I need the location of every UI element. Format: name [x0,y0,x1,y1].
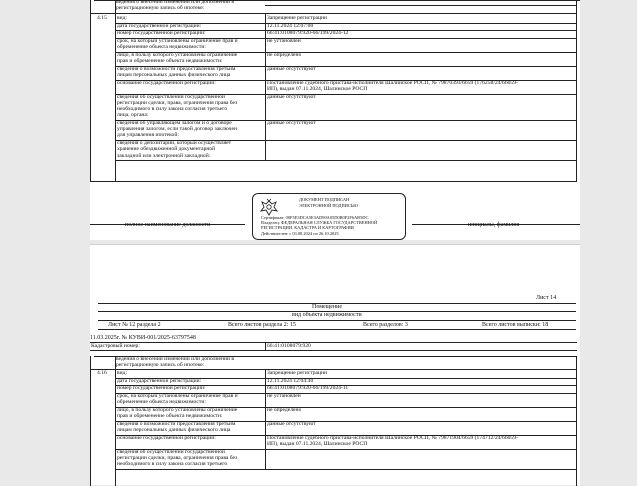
row-value: ИП), выдан 07.11.2024, Шалинское РОСП [267,86,368,92]
row-value: данные отсутствуют [267,420,316,427]
row-value: Запрещение регистрации [267,370,327,376]
column-divider [265,406,266,421]
row-label: хранение обездвиженной документарной [117,146,216,153]
footer-position-label: полное наименование должности [125,222,211,228]
row-label: номер государственной регистрации: [117,30,206,37]
row-label: лица, органа: [117,112,149,119]
column-divider [265,448,266,469]
sheet-of-section: Лист № 12 раздела 2 [108,322,161,328]
row-label: срок, на который установлены ограничение прав и [117,393,238,400]
row-value: не определено [267,52,302,58]
stamp-title-2: ЭЛЕКТРОННОЙ ПОДПИСЬЮ [299,203,358,208]
row-label: сведения о возможности предоставления третьим [117,65,236,72]
row-label: регистрации сделки, права, ограничения права без [117,99,238,106]
stamp-certificate: Сертификат: 00F5E3DCA5E3AD90A05D0B0F2F6AB5DC [261,215,369,220]
entry-number: 4.16 [97,370,107,376]
footer-name-label: инициалы, фамилия [468,222,520,228]
row-label: основание государственной регистрации: [117,79,216,86]
row-label: сведения о депозитарии, который осуществляет [117,140,232,147]
sections-total: Всего разделов: 3 [363,322,408,328]
row-value: 12.11.2024 12:07:00 [267,22,314,29]
extract-sheets-total: Всего листов выписки: 18 [482,322,549,328]
row-label: срок, на который установлены ограничение прав и [117,38,238,45]
stamp-title-1: ДОКУМЕНТ ПОДПИСАН [299,197,350,202]
top-row-line-1: ведения о внесении изменений или дополнений в [116,0,234,5]
row-divider [115,469,577,470]
row-label: управления залогом, если такой договор заключен [117,126,237,133]
column-divider [265,65,266,80]
row-label: номер государственной регистрации: [117,385,206,392]
row-label: вид: [117,370,128,376]
column-divider [265,420,266,435]
row-value: данные отсутствуют [267,93,316,100]
row-label: прав и обременение объекта недвижимости: [117,413,223,420]
row-value: ИП), выдан 07.11.2024, Шалинское РОСП [267,441,368,447]
row-label: вид: [117,15,128,21]
sheets-in-section: Всего листов раздела 2: 15 [228,322,296,328]
row-label: дата государственной регистрации: [117,22,202,29]
column-divider [265,93,266,120]
row-label: дата государственной регистрации: [117,377,202,384]
row-label: лицо, в пользу которого установлены ограничение [117,52,238,58]
column-divider [265,434,266,449]
row-value: не установлен [267,38,301,45]
row-value: данные отсутствуют [267,120,316,126]
electronic-signature-stamp [252,193,406,240]
sheet-number: Лист 14 [536,295,557,301]
row-label: закладной или электронной закладной: [117,152,211,159]
object-kind-label: вид объекта недвижимости [292,312,362,318]
row-value: Запрещение регистрации [267,15,327,21]
top-row-line-1: ведения о внесении изменений или дополнений в [116,356,234,362]
cadastral-number: 66:41:0108079:920 [267,343,311,349]
column-divider [265,51,266,66]
cadastral-label: Кадастровый номер: [91,343,140,349]
row-value: 12.11.2024 12:04:40 [267,377,314,384]
column-divider [265,79,266,94]
column-divider [265,119,266,140]
row-label: сведения о возможности предоставления третьим [117,420,236,427]
column-divider [265,37,266,52]
row-label: основание государственной регистрации: [117,434,216,441]
row-label: обременение объекта недвижимости: [117,399,206,406]
column-divider [265,392,266,407]
row-label: необходимого в силу закона согласия третьего [117,461,228,468]
row-label: регистрации сделки, права, ограничения права без [117,454,238,461]
row-label: лицам персональных данных физического лица [117,72,231,79]
row-label: сведения об управляющем залогом и о договоре [117,120,232,126]
row-value: не определено [267,407,302,413]
row-value: данные отсутствуют [267,65,316,72]
row-divider [115,160,577,161]
top-row-line-2: регистрационную запись об ипотеке: [116,362,205,368]
top-row-line-2: регистрационную запись об ипотеке: [116,5,205,11]
stamp-owner: Владелец: ФЕДЕРАЛЬНАЯ СЛУЖБА ГОСУДАРСТВЕННОЙ [261,220,378,225]
page-2 [90,244,580,485]
document-id: 11.03.2025г. № КУВИ-001/2025-63797548 [90,335,196,341]
column-divider [265,139,266,160]
row-label: лицам персональных данных физического лица [117,427,231,434]
row-label: лицо, в пользу которого установлены ограничение [117,407,238,413]
row-label: сведения об осуществлении государственной [117,448,225,455]
stamp-owner-2: РЕГИСТРАЦИИ, КАДАСТРА И КАРТОГРАФИИ [261,225,354,230]
row-value: 66:41:0108079:920-66/199/2024-12 [267,30,349,37]
row-label: прав и обременение объекта недвижимости: [117,58,223,65]
row-value: Постановление судебного пристава-исполнителя Шалинское РОСП, № 79871904/6659 (174712/24/66059- [267,434,518,441]
entry-number: 4.15 [97,15,107,21]
row-label: необходимого в силу закона согласия третьего [117,106,228,113]
row-label: сведения об осуществлении государственной [117,93,225,100]
section-title: Помещение [312,304,343,310]
row-label: для управления ипотекой: [117,132,179,139]
row-value: не установлен [267,393,301,400]
row-value: 66:41:0108079:920-66/199/2024-11 [267,385,349,392]
row-label: обременение объекта недвижимости: [117,44,206,51]
row-value: Постановление судебного пристава-исполнителя Шалинское РОСП, № 79870393/6659 (176258/24/66059- [267,79,518,86]
table-bottom-border [90,181,577,182]
stamp-validity: Действителен: с 03.08.2024 по 26.10.2025 [261,231,339,236]
